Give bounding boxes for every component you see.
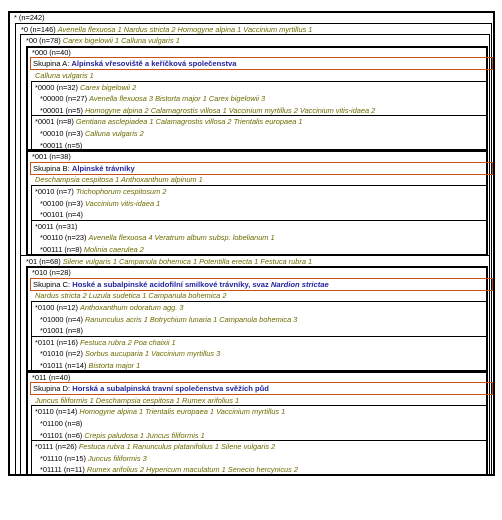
node-code: *00000 (n=27) bbox=[40, 94, 88, 104]
node-code: *00111 (n=8) bbox=[40, 245, 82, 254]
tree-row bbox=[40, 93, 492, 104]
diagnostic-species: Sorbus aucuparia 1 Vaccinium myrtillus 3 bbox=[84, 349, 221, 359]
node-code: *010 (n=28) bbox=[32, 268, 71, 278]
tree-row bbox=[40, 314, 492, 325]
diagnostic-species: Trichophorum cespitosum 2 bbox=[75, 187, 167, 196]
node-code: *0100 (n=12) bbox=[35, 303, 78, 312]
node-code: *01011 (n=14) bbox=[40, 361, 87, 370]
diagnostic-species: Rumex arifolius 2 Hypericum maculatum 1 Senecio hercynicus 2 bbox=[86, 465, 298, 475]
diagnostic-species: Festuca rubra 2 Poa chaixii 1 bbox=[79, 337, 176, 347]
tree-row bbox=[40, 232, 492, 243]
node-code: *00010 (n=3) bbox=[40, 129, 83, 138]
tree-row bbox=[32, 372, 492, 383]
tree-row bbox=[35, 441, 492, 452]
diagnostic-species: Bistorta major 1 bbox=[88, 361, 141, 370]
group-header bbox=[33, 383, 269, 394]
diagnostic-species: Juncus filiformis 3 bbox=[87, 453, 147, 463]
diagnostic-species: Calluna vulgaris 1 bbox=[35, 71, 94, 80]
diagnostic-species: Homogyne alpina 2 Calamagrostis villosa 1 Vaccinium myrtillus 2 Vaccinium vitis-idaea 2 bbox=[84, 105, 376, 115]
group-label: Skupina D: bbox=[33, 384, 73, 394]
tree-row bbox=[40, 348, 492, 359]
node-code: *0011 (n=31) bbox=[35, 221, 78, 231]
tree-row bbox=[35, 186, 492, 197]
tree-row bbox=[21, 24, 492, 35]
group-label: Skupina C: bbox=[33, 279, 73, 289]
tree-row bbox=[35, 337, 492, 348]
tree-row bbox=[32, 267, 492, 278]
group-title: Alpinská vřesoviště a keříčková společenstva bbox=[71, 59, 237, 69]
tree-row bbox=[40, 140, 492, 151]
tree-row bbox=[40, 198, 492, 209]
node-code: *0001 (n=8) bbox=[35, 117, 74, 127]
tree-row bbox=[35, 116, 492, 127]
node-code: *00001 (n=5) bbox=[40, 105, 83, 115]
node-code: *01101 (n=6) bbox=[40, 430, 83, 440]
diagnostic-species: Festuca rubra 1 Ranunculus platanifolius 1 Silene vulgaris 2 bbox=[78, 442, 276, 452]
tree-row bbox=[14, 12, 492, 23]
tree-row bbox=[40, 418, 492, 429]
tree-row bbox=[35, 406, 492, 417]
diagnostic-species: Gentiana asclepiadea 1 Calamagrostis villosa 2 Trientalis europaea 1 bbox=[75, 117, 303, 127]
node-code: *0101 (n=16) bbox=[35, 337, 78, 347]
node-code: *0 (n=146) bbox=[21, 24, 56, 34]
node-code: *0010 (n=7) bbox=[35, 187, 74, 196]
group-header bbox=[33, 163, 135, 174]
node-code: *01110 (n=15) bbox=[40, 453, 86, 463]
tree-row bbox=[35, 221, 492, 232]
node-code: *000 (n=40) bbox=[32, 47, 71, 57]
diagnostic-species: Homogyne alpina 1 Trientalis europaea 1 Vaccinium myrtillus 1 bbox=[79, 407, 286, 417]
diagnostic-species: Carex bigelowii 1 Calluna vulgaris 1 bbox=[62, 36, 180, 46]
group-label: Skupina B: bbox=[33, 163, 72, 173]
tree-row bbox=[40, 244, 492, 255]
diagnostic-species: Crepis paludosa 1 Juncus filiformis 1 bbox=[84, 430, 205, 440]
tree-row bbox=[35, 82, 492, 93]
diagnostic-species: Silene vulgaris 1 Campanula bohemica 1 Potentilla erecta 1 Festuca rubra 1 bbox=[62, 256, 313, 266]
group-header bbox=[33, 58, 236, 69]
node-code: *01001 (n=8) bbox=[40, 326, 83, 336]
diagnostic-species: Molinia caerulea 2 bbox=[83, 245, 144, 254]
group-title-suffix: Nardion strictae bbox=[270, 279, 329, 289]
diagnostic-species: Avenella flexuosa 4 Veratrum album subsp. lobelianum 1 bbox=[88, 233, 275, 243]
diagnostic-species: Anthoxanthum odoratum agg. 3 bbox=[79, 303, 184, 312]
node-code: *01 (n=68) bbox=[26, 256, 61, 266]
tree-row bbox=[35, 302, 492, 313]
tree-row bbox=[40, 105, 492, 116]
tree-row bbox=[32, 151, 492, 162]
node-code: *011 (n=40) bbox=[32, 372, 71, 382]
tree-row bbox=[26, 256, 492, 267]
group-label: Skupina A: bbox=[33, 59, 72, 69]
diagnostic-species: Vaccinium vitis-idaea 1 bbox=[84, 198, 161, 208]
diagnostic-species: Avenella flexuosa 1 Nardus stricta 2 Homogyne alpina 1 Vaccinium myrtillus 1 bbox=[57, 24, 313, 34]
node-code: *00110 (n=23) bbox=[40, 233, 87, 243]
node-code: * (n=242) bbox=[14, 13, 45, 22]
node-code: *00011 (n=5) bbox=[40, 140, 83, 150]
group-title: Horská a subalpinská travní společenstva svěžích půd bbox=[72, 384, 269, 394]
node-code: *01100 (n=8) bbox=[40, 419, 83, 428]
tree-row bbox=[33, 290, 492, 301]
diagnostic-species: Avenella flexuosa 3 Bistorta major 1 Carex bigelowii 3 bbox=[89, 94, 266, 104]
node-code: *00 (n=78) bbox=[26, 36, 61, 46]
diagnostic-species: Ranunculus acris 1 Botrychium lunaria 1 Campanula bohemica 3 bbox=[84, 314, 298, 324]
group-title: Hoské a subalpinské acidofilní smilkové trávníky, svaz bbox=[72, 279, 271, 289]
diagnostic-species: Juncus filiformis 1 Deschampsia cespitosa 1 Rumex arifolius 1 bbox=[35, 395, 240, 405]
diagnostic-species: Deschampsia cespitosa 1 Anthoxanthum alpinum 1 bbox=[35, 175, 203, 185]
group-title: Alpinské trávníky bbox=[71, 163, 135, 173]
tree-row bbox=[40, 128, 492, 139]
tree-row bbox=[40, 325, 492, 336]
node-code: *001 (n=38) bbox=[32, 152, 71, 162]
node-code: *0111 (n=26) bbox=[35, 442, 77, 452]
tree-row bbox=[40, 453, 492, 464]
tree-row bbox=[33, 174, 492, 185]
tree-row bbox=[33, 395, 492, 406]
node-code: *0000 (n=32) bbox=[35, 82, 78, 92]
node-code: *01010 (n=2) bbox=[40, 349, 83, 359]
diagnostic-species: Nardus stricta 2 Luzula sudetica 1 Campanula bohemica 2 bbox=[35, 291, 227, 301]
tree-row bbox=[32, 47, 492, 58]
node-code: *01111 (n=11) bbox=[40, 465, 85, 475]
tree-row bbox=[40, 360, 492, 371]
tree-row bbox=[40, 209, 492, 220]
diagnostic-species: Calluna vulgaris 2 bbox=[84, 129, 144, 138]
tree-row bbox=[26, 35, 492, 46]
node-code: *0110 (n=14) bbox=[35, 407, 78, 417]
node-code: *00101 (n=4) bbox=[40, 210, 83, 220]
group-header bbox=[33, 279, 329, 290]
node-code: *00100 (n=3) bbox=[40, 198, 83, 208]
node-code: *01000 (n=4) bbox=[40, 314, 83, 324]
tree-row bbox=[40, 464, 492, 475]
diagnostic-species: Carex bigelowii 2 bbox=[79, 82, 137, 92]
tree-row bbox=[40, 430, 492, 441]
tree-row bbox=[33, 70, 492, 81]
